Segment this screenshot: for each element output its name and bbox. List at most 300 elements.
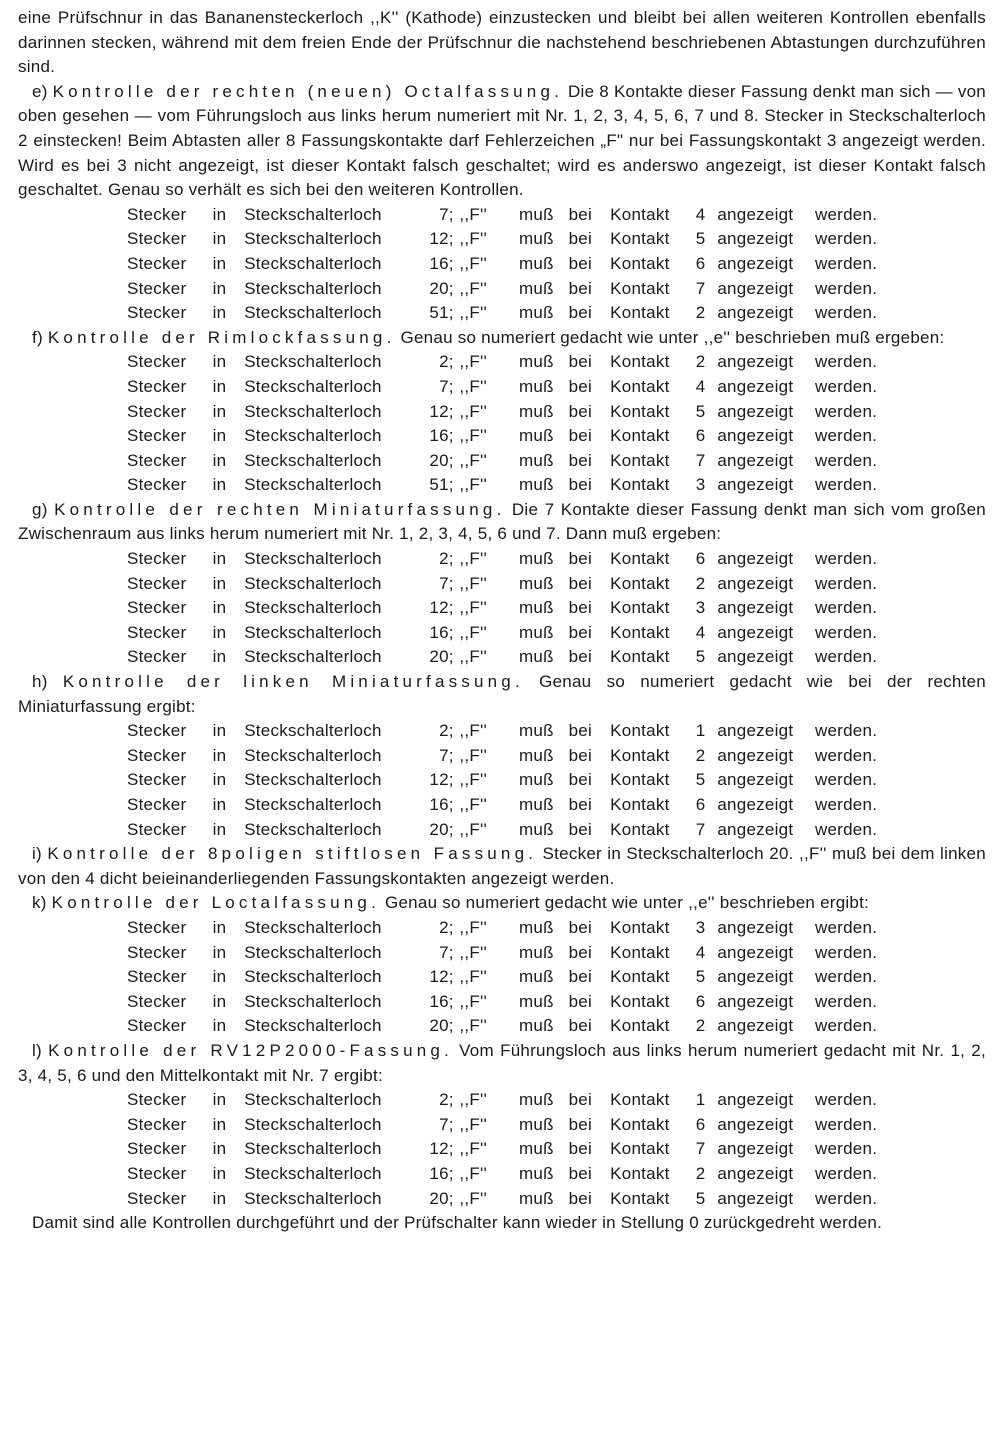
word-steckschalterloch: Steckschalterloch <box>244 721 382 741</box>
word-bei: bei <box>568 253 592 273</box>
word-muss: muß <box>518 598 554 618</box>
word-kontakt: Kontakt <box>610 426 670 446</box>
table-row <box>127 400 887 425</box>
loch-number: 7; <box>439 745 454 765</box>
table-row <box>127 621 887 646</box>
table-row <box>127 990 887 1015</box>
kontakt-number: 7 <box>695 450 706 470</box>
word-muss: muß <box>518 1016 554 1036</box>
word-kontakt: Kontakt <box>610 967 670 987</box>
word-in: in <box>212 991 227 1011</box>
word-in: in <box>212 967 227 987</box>
word-steckschalterloch: Steckschalterloch <box>244 1016 382 1036</box>
loch-number: 20; <box>429 819 454 839</box>
section-heading: Kontrolle der Loctalfassung. <box>51 893 380 913</box>
section-letter: i) <box>32 844 42 864</box>
kontakt-table <box>127 1088 887 1211</box>
word-steckschalterloch: Steckschalterloch <box>244 917 382 937</box>
word-in: in <box>212 352 227 372</box>
loch-number: 20; <box>429 1016 454 1036</box>
word-bei: bei <box>568 622 592 642</box>
word-stecker: Stecker <box>127 1114 187 1134</box>
word-steckschalterloch: Steckschalterloch <box>244 401 382 421</box>
word-in: in <box>212 598 227 618</box>
word-kontakt: Kontakt <box>610 917 670 937</box>
word-angezeigt: angezeigt <box>717 1163 794 1183</box>
word-stecker: Stecker <box>127 1188 187 1208</box>
word-bei: bei <box>568 549 592 569</box>
word-werden: werden. <box>814 253 878 273</box>
table-row <box>127 252 887 277</box>
table-row <box>127 1113 887 1138</box>
word-in: in <box>212 1114 227 1134</box>
word-muss: muß <box>518 721 554 741</box>
section-paragraph <box>18 498 986 547</box>
word-f: ,,F'' <box>459 721 487 741</box>
kontakt-number: 2 <box>695 1163 706 1183</box>
word-stecker: Stecker <box>127 253 187 273</box>
loch-number: 20; <box>429 450 454 470</box>
word-kontakt: Kontakt <box>610 401 670 421</box>
word-stecker: Stecker <box>127 721 187 741</box>
section-text: Stecker in Steckschalterloch 20. ,,F'' muß bei dem linken von den 4 dicht beieinanderliegenden Fassungskontakten angezeigt werden. <box>18 844 986 888</box>
word-bei: bei <box>568 1114 592 1134</box>
word-bei: bei <box>568 770 592 790</box>
word-kontakt: Kontakt <box>610 598 670 618</box>
word-steckschalterloch: Steckschalterloch <box>244 204 382 224</box>
section-letter: l) <box>32 1040 42 1060</box>
word-kontakt: Kontakt <box>610 1114 670 1134</box>
word-stecker: Stecker <box>127 204 187 224</box>
kontakt-number: 3 <box>695 917 706 937</box>
word-bei: bei <box>568 573 592 593</box>
word-kontakt: Kontakt <box>610 229 670 249</box>
word-muss: muß <box>518 622 554 642</box>
word-bei: bei <box>568 475 592 495</box>
word-stecker: Stecker <box>127 401 187 421</box>
section-heading: Kontrolle der rechten Miniaturfassung. <box>54 499 506 519</box>
kontakt-number: 5 <box>695 967 706 987</box>
word-stecker: Stecker <box>127 942 187 962</box>
kontakt-number: 1 <box>695 1090 706 1110</box>
word-steckschalterloch: Steckschalterloch <box>244 991 382 1011</box>
word-in: in <box>212 721 227 741</box>
table-row <box>127 744 887 769</box>
word-f: ,,F'' <box>459 1188 487 1208</box>
kontakt-number: 3 <box>695 475 706 495</box>
section-paragraph <box>18 670 986 719</box>
word-steckschalterloch: Steckschalterloch <box>244 376 382 396</box>
table-row <box>127 768 887 793</box>
word-in: in <box>212 229 227 249</box>
kontakt-number: 6 <box>695 549 706 569</box>
word-werden: werden. <box>814 967 878 987</box>
word-muss: muß <box>518 819 554 839</box>
loch-number: 16; <box>429 426 454 446</box>
section-paragraph <box>18 842 986 891</box>
table-row <box>127 449 887 474</box>
word-angezeigt: angezeigt <box>717 253 794 273</box>
word-steckschalterloch: Steckschalterloch <box>244 942 382 962</box>
section-text: Genau so numeriert gedacht wie bei der rechten Miniaturfassung ergibt: <box>18 672 986 716</box>
word-angezeigt: angezeigt <box>717 647 794 667</box>
word-bei: bei <box>568 598 592 618</box>
word-f: ,,F'' <box>459 1016 487 1036</box>
table-row <box>127 793 887 818</box>
word-kontakt: Kontakt <box>610 450 670 470</box>
word-bei: bei <box>568 204 592 224</box>
word-f: ,,F'' <box>459 278 487 298</box>
word-werden: werden. <box>814 376 878 396</box>
word-steckschalterloch: Steckschalterloch <box>244 303 382 323</box>
kontakt-number: 5 <box>695 647 706 667</box>
word-kontakt: Kontakt <box>610 721 670 741</box>
kontakt-number: 4 <box>695 204 706 224</box>
word-kontakt: Kontakt <box>610 376 670 396</box>
table-row <box>127 375 887 400</box>
word-stecker: Stecker <box>127 278 187 298</box>
word-stecker: Stecker <box>127 376 187 396</box>
word-steckschalterloch: Steckschalterloch <box>244 352 382 372</box>
word-stecker: Stecker <box>127 475 187 495</box>
section-paragraph <box>18 80 986 203</box>
word-in: in <box>212 622 227 642</box>
word-werden: werden. <box>814 917 878 937</box>
word-angezeigt: angezeigt <box>717 376 794 396</box>
word-muss: muß <box>518 229 554 249</box>
section-text: Vom Führungsloch aus links herum numeriert gedacht mit Nr. 1, 2, 3, 4, 5, 6 und den Mittelkontakt mit Nr. 7 ergibt: <box>18 1040 986 1085</box>
word-stecker: Stecker <box>127 426 187 446</box>
word-muss: muß <box>518 967 554 987</box>
word-angezeigt: angezeigt <box>717 1114 794 1134</box>
word-f: ,,F'' <box>459 745 487 765</box>
word-bei: bei <box>568 450 592 470</box>
word-f: ,,F'' <box>459 1163 487 1183</box>
word-steckschalterloch: Steckschalterloch <box>244 253 382 273</box>
word-angezeigt: angezeigt <box>717 352 794 372</box>
word-f: ,,F'' <box>459 229 487 249</box>
word-kontakt: Kontakt <box>610 1139 670 1159</box>
word-angezeigt: angezeigt <box>717 770 794 790</box>
intro-paragraph: eine Prüfschnur in das Bananensteckerloch ,,K'' (Kathode) einzustecken und bleibt bei allen weiteren Kontrollen ebenfalls darinnen stecken, während mit dem freien Ende der Prüfschnur die nachstehend beschriebenen Abtastungen durchzuführen sind. <box>18 8 986 77</box>
word-muss: muß <box>518 1114 554 1134</box>
kontakt-number: 6 <box>695 1114 706 1134</box>
table-row <box>127 1137 887 1162</box>
section-heading: Kontrolle der 8poligen stiftlosen Fassung. <box>47 844 538 864</box>
word-angezeigt: angezeigt <box>717 819 794 839</box>
loch-number: 7; <box>439 942 454 962</box>
table-row <box>127 596 887 621</box>
word-kontakt: Kontakt <box>610 204 670 224</box>
word-steckschalterloch: Steckschalterloch <box>244 1163 382 1183</box>
word-kontakt: Kontakt <box>610 352 670 372</box>
word-bei: bei <box>568 1163 592 1183</box>
word-werden: werden. <box>814 1090 878 1110</box>
word-f: ,,F'' <box>459 770 487 790</box>
word-werden: werden. <box>814 598 878 618</box>
word-werden: werden. <box>814 352 878 372</box>
word-werden: werden. <box>814 647 878 667</box>
table-row <box>127 547 887 572</box>
word-in: in <box>212 770 227 790</box>
word-stecker: Stecker <box>127 1016 187 1036</box>
loch-number: 2; <box>439 917 454 937</box>
word-muss: muß <box>518 426 554 446</box>
word-stecker: Stecker <box>127 598 187 618</box>
word-werden: werden. <box>814 204 878 224</box>
kontakt-number: 2 <box>695 573 706 593</box>
word-stecker: Stecker <box>127 549 187 569</box>
table-row <box>127 719 887 744</box>
kontakt-number: 5 <box>695 401 706 421</box>
word-f: ,,F'' <box>459 967 487 987</box>
word-werden: werden. <box>814 942 878 962</box>
word-kontakt: Kontakt <box>610 549 670 569</box>
word-stecker: Stecker <box>127 352 187 372</box>
word-angezeigt: angezeigt <box>717 721 794 741</box>
word-bei: bei <box>568 917 592 937</box>
word-bei: bei <box>568 819 592 839</box>
word-bei: bei <box>568 1090 592 1110</box>
word-in: in <box>212 745 227 765</box>
word-f: ,,F'' <box>459 303 487 323</box>
word-in: in <box>212 647 227 667</box>
word-kontakt: Kontakt <box>610 1090 670 1110</box>
section-heading: Kontrolle der RV12P2000-Fassung. <box>48 1040 453 1060</box>
loch-number: 2; <box>439 352 454 372</box>
kontakt-number: 6 <box>695 795 706 814</box>
section-heading: Kontrolle der rechten (neuen) Octalfassung. <box>52 81 564 101</box>
word-muss: muß <box>518 917 554 937</box>
document-page <box>18 6 986 1236</box>
word-angezeigt: angezeigt <box>717 1090 794 1110</box>
table-row <box>127 424 887 449</box>
sections-container <box>18 80 986 1211</box>
word-werden: werden. <box>814 229 878 249</box>
word-kontakt: Kontakt <box>610 745 670 765</box>
section-letter: k) <box>32 893 47 913</box>
table-row <box>127 1014 887 1039</box>
word-muss: muß <box>518 376 554 396</box>
kontakt-number: 2 <box>695 352 706 372</box>
kontakt-number: 4 <box>695 942 706 962</box>
loch-number: 51; <box>429 475 454 495</box>
word-werden: werden. <box>814 622 878 642</box>
word-bei: bei <box>568 967 592 987</box>
loch-number: 7; <box>439 204 454 224</box>
kontakt-number: 4 <box>695 622 706 642</box>
word-angezeigt: angezeigt <box>717 1188 794 1208</box>
word-muss: muß <box>518 573 554 593</box>
word-in: in <box>212 1163 227 1183</box>
word-stecker: Stecker <box>127 1163 187 1183</box>
word-f: ,,F'' <box>459 917 487 937</box>
word-kontakt: Kontakt <box>610 622 670 642</box>
word-muss: muß <box>518 647 554 667</box>
word-bei: bei <box>568 376 592 396</box>
word-f: ,,F'' <box>459 475 487 495</box>
word-kontakt: Kontakt <box>610 991 670 1011</box>
word-steckschalterloch: Steckschalterloch <box>244 745 382 765</box>
word-werden: werden. <box>814 1188 878 1208</box>
word-werden: werden. <box>814 1163 878 1183</box>
word-werden: werden. <box>814 991 878 1011</box>
word-angezeigt: angezeigt <box>717 450 794 470</box>
kontakt-number: 5 <box>695 1188 706 1208</box>
word-in: in <box>212 450 227 470</box>
word-f: ,,F'' <box>459 622 487 642</box>
table-row <box>127 473 887 498</box>
word-werden: werden. <box>814 745 878 765</box>
word-steckschalterloch: Steckschalterloch <box>244 598 382 618</box>
word-muss: muß <box>518 450 554 470</box>
word-steckschalterloch: Steckschalterloch <box>244 795 382 814</box>
word-bei: bei <box>568 426 592 446</box>
section-letter: f) <box>32 327 43 347</box>
word-kontakt: Kontakt <box>610 1188 670 1208</box>
word-in: in <box>212 819 227 839</box>
word-steckschalterloch: Steckschalterloch <box>244 229 382 249</box>
word-angezeigt: angezeigt <box>717 1016 794 1036</box>
loch-number: 16; <box>429 622 454 642</box>
word-in: in <box>212 376 227 396</box>
kontakt-number: 2 <box>695 745 706 765</box>
word-stecker: Stecker <box>127 622 187 642</box>
word-muss: muß <box>518 278 554 298</box>
word-kontakt: Kontakt <box>610 647 670 667</box>
word-f: ,,F'' <box>459 991 487 1011</box>
kontakt-number: 4 <box>695 376 706 396</box>
table-row <box>127 965 887 990</box>
word-muss: muß <box>518 401 554 421</box>
word-werden: werden. <box>814 426 878 446</box>
kontakt-number: 7 <box>695 278 706 298</box>
word-kontakt: Kontakt <box>610 1016 670 1036</box>
loch-number: 51; <box>429 303 454 323</box>
word-in: in <box>212 426 227 446</box>
word-stecker: Stecker <box>127 991 187 1011</box>
word-f: ,,F'' <box>459 549 487 569</box>
word-bei: bei <box>568 278 592 298</box>
word-angezeigt: angezeigt <box>717 917 794 937</box>
word-steckschalterloch: Steckschalterloch <box>244 647 382 667</box>
word-werden: werden. <box>814 770 878 790</box>
word-steckschalterloch: Steckschalterloch <box>244 1114 382 1134</box>
kontakt-table <box>127 719 887 842</box>
word-in: in <box>212 942 227 962</box>
table-row <box>127 916 887 941</box>
word-stecker: Stecker <box>127 229 187 249</box>
word-in: in <box>212 278 227 298</box>
word-stecker: Stecker <box>127 573 187 593</box>
word-in: in <box>212 1188 227 1208</box>
word-steckschalterloch: Steckschalterloch <box>244 622 382 642</box>
loch-number: 20; <box>429 278 454 298</box>
word-in: in <box>212 1090 227 1110</box>
table-row <box>127 1162 887 1187</box>
word-kontakt: Kontakt <box>610 573 670 593</box>
word-f: ,,F'' <box>459 204 487 224</box>
closing-paragraph: Damit sind alle Kontrollen durchgeführt und der Prüfschalter kann wieder in Stellung 0 zurückgedreht werden. <box>32 1213 883 1233</box>
word-muss: muß <box>518 942 554 962</box>
word-muss: muß <box>518 549 554 569</box>
word-kontakt: Kontakt <box>610 770 670 790</box>
word-f: ,,F'' <box>459 1114 487 1134</box>
word-in: in <box>212 573 227 593</box>
word-in: in <box>212 917 227 937</box>
word-angezeigt: angezeigt <box>717 278 794 298</box>
word-werden: werden. <box>814 1016 878 1036</box>
word-muss: muß <box>518 475 554 495</box>
table-row <box>127 350 887 375</box>
word-werden: werden. <box>814 819 878 839</box>
word-f: ,,F'' <box>459 253 487 273</box>
word-angezeigt: angezeigt <box>717 549 794 569</box>
word-bei: bei <box>568 647 592 667</box>
word-werden: werden. <box>814 475 878 495</box>
word-f: ,,F'' <box>459 376 487 396</box>
word-kontakt: Kontakt <box>610 303 670 323</box>
word-angezeigt: angezeigt <box>717 622 794 642</box>
word-steckschalterloch: Steckschalterloch <box>244 573 382 593</box>
word-in: in <box>212 549 227 569</box>
table-row <box>127 941 887 966</box>
word-f: ,,F'' <box>459 426 487 446</box>
word-muss: muß <box>518 1163 554 1183</box>
word-werden: werden. <box>814 573 878 593</box>
word-stecker: Stecker <box>127 967 187 987</box>
loch-number: 2; <box>439 721 454 741</box>
section-heading: Kontrolle der Rimlockfassung. <box>47 327 396 347</box>
word-werden: werden. <box>814 278 878 298</box>
kontakt-number: 6 <box>695 991 706 1011</box>
kontakt-number: 2 <box>695 1016 706 1036</box>
word-angezeigt: angezeigt <box>717 967 794 987</box>
word-kontakt: Kontakt <box>610 1163 670 1183</box>
section-letter: g) <box>32 499 48 519</box>
word-bei: bei <box>568 942 592 962</box>
section-letter: e) <box>32 81 48 101</box>
word-muss: muß <box>518 303 554 323</box>
word-stecker: Stecker <box>127 819 187 839</box>
word-stecker: Stecker <box>127 770 187 790</box>
word-in: in <box>212 1139 227 1159</box>
kontakt-number: 3 <box>695 598 706 618</box>
word-steckschalterloch: Steckschalterloch <box>244 967 382 987</box>
word-stecker: Stecker <box>127 1090 187 1110</box>
table-row <box>127 645 887 670</box>
section-text: Die 8 Kontakte dieser Fassung denkt man sich — von oben gesehen — vom Führungsloch aus links herum numeriert mit Nr. 1, 2, 3, 4, 5, 6, 7 und 8. Stecker in Steckschalterloch 2 einstecken! Beim Abtasten aller 8 Fassungskontakte darf Fehlerzeichen „F" nur bei Fassungskontakt 3 angezeigt werden. Wird es bei 3 nicht angezeigt, ist dieser Kontakt falsch geschaltet; wird es anderswo angezeigt, ist dieser Kontakt falsch geschaltet. Genau so verhält es sich bei den weiteren Kontrollen. <box>18 81 986 200</box>
loch-number: 16; <box>429 991 454 1011</box>
section-letter: h) <box>32 672 48 692</box>
loch-number: 2; <box>439 549 454 569</box>
word-kontakt: Kontakt <box>610 819 670 839</box>
word-stecker: Stecker <box>127 450 187 470</box>
word-steckschalterloch: Steckschalterloch <box>244 819 382 839</box>
word-steckschalterloch: Steckschalterloch <box>244 426 382 446</box>
word-f: ,,F'' <box>459 795 487 814</box>
word-in: in <box>212 204 227 224</box>
word-werden: werden. <box>814 549 878 569</box>
kontakt-number: 5 <box>695 229 706 249</box>
word-f: ,,F'' <box>459 1090 487 1110</box>
word-kontakt: Kontakt <box>610 278 670 298</box>
word-f: ,,F'' <box>459 401 487 421</box>
word-bei: bei <box>568 1188 592 1208</box>
word-stecker: Stecker <box>127 917 187 937</box>
loch-number: 12; <box>429 229 454 249</box>
word-angezeigt: angezeigt <box>717 573 794 593</box>
